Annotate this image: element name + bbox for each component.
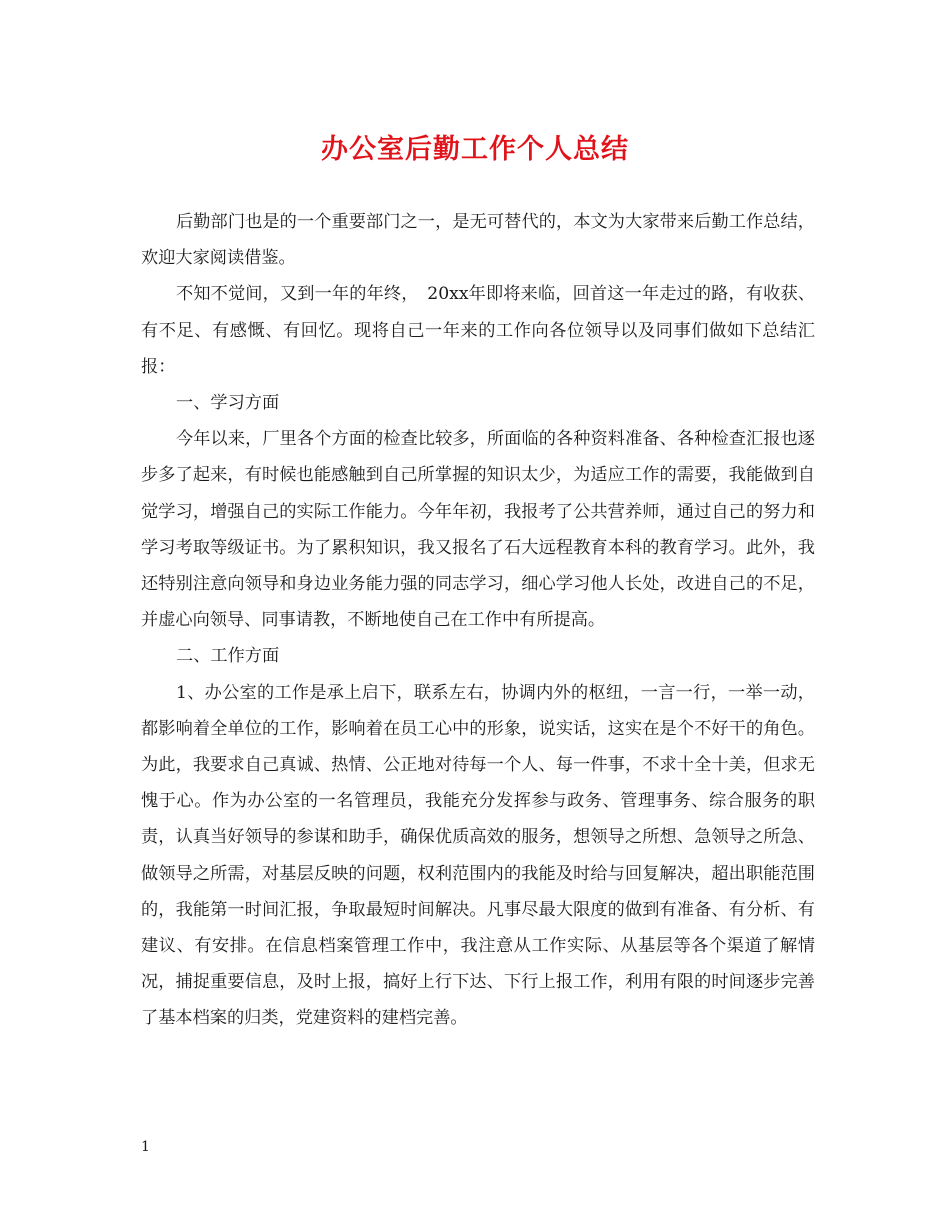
intro-paragraph: 后勤部门也是的一个重要部门之一，是无可替代的，本文为大家带来后勤工作总结，欢迎大家阅读借鉴。 xyxy=(141,212,815,269)
document-title: 办公室后勤工作个人总结 xyxy=(321,134,629,165)
document-body xyxy=(141,204,815,1037)
section-heading-study: 一、学习方面 xyxy=(176,393,280,414)
section-heading-work: 二、工作方面 xyxy=(176,646,280,667)
study-paragraph: 今年以来，厂里各个方面的检查比较多，所面临的各种资料准备、各种检查汇报也逐步多了起来，有时候也能感触到自己所掌握的知识太少，为适应工作的需要，我能做到自觉学习，增强自己的实际工作能力。今年年初，我报考了公共营养师，通过自己的努力和学习考取等级证书。为了累积知识，我又报名了石大远程教育本科的教育学习。此外，我还特别注意向领导和身边业务能力强的同志学习，细心学习他人长处，改进自己的不足，并虚心向领导、同事请教，不断地使自己在工作中有所提高。 xyxy=(141,429,815,631)
opening-paragraph: 不知不觉间，又到一年的年终， 20xx年即将来临，回首这一年走过的路，有收获、有不足、有感慨、有回忆。现将自己一年来的工作向各位领导以及同事们做如下总结汇报： xyxy=(141,284,815,377)
page-number: 1 xyxy=(141,1139,150,1155)
work-paragraph-1: 1、办公室的工作是承上启下，联系左右，协调内外的枢纽，一言一行，一举一动，都影响着全单位的工作，影响着在员工心中的形象，说实话，这实在是个不好干的角色。为此，我要求自己真诚、热情、公正地对待每一个人、每一件事，不求十全十美，但求无愧于心。作为办公室的一名管理员，我能充分发挥参与政务、管理事务、综合服务的职责，认真当好领导的参谋和助手，确保优质高效的服务，想领导之所想、急领导之所急、做领导之所需，对基层反映的问题，权利范围内的我能及时给与回复解决，超出职能范围的，我能第一时间汇报，争取最短时间解决。凡事尽最大限度的做到有准备、有分析、有建议、有安排。在信息档案管理工作中，我注意从工作实际、从基层等各个渠道了解情况，捕捉重要信息，及时上报，搞好上行下达、下行上报工作，利用有限的时间逐步完善了基本档案的归类，党建资料的建档完善。 xyxy=(141,682,815,1029)
